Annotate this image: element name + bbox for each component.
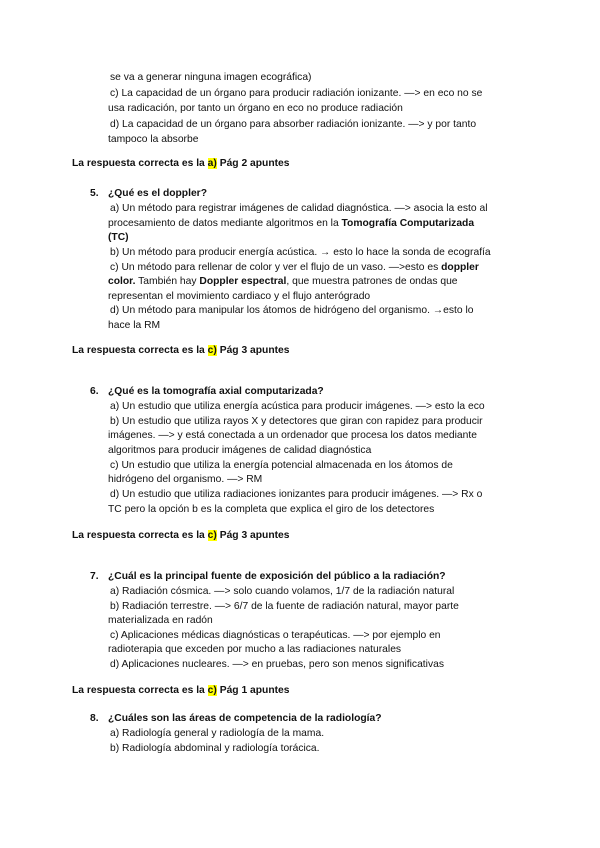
answer-reference: Pág 3 apuntes [219, 345, 290, 356]
answer-line [72, 344, 290, 357]
q5-c-bold-espectral: Doppler espectral [199, 276, 287, 287]
answer-prefix: La respuesta correcta es la [72, 530, 205, 541]
q6-option-d-line2: TC pero la opción b es la completa que explica el giro de los detectores [108, 504, 435, 515]
question-number: 8. [90, 713, 99, 724]
intro-option-c-line2: usa radicación, por tanto un órgano en eco no produce radiación [108, 103, 403, 114]
q6-option-a-line: a) Un estudio que utiliza energía acústica para producir imágenes. —> esto la eco [110, 401, 485, 412]
q6-option-d-line1: d) Un estudio que utiliza radiaciones ionizantes para producir imágenes. —> Rx o [110, 489, 483, 500]
answer-prefix: La respuesta correcta es la [72, 685, 205, 696]
q5-c-bold-color: color. [108, 276, 136, 287]
q5-c-text: c) Un método para rellenar de color y ver el flujo de un vaso. —>esto es [110, 262, 442, 273]
q7-option-c-line1: c) Aplicaciones médicas diagnósticas o terapéuticas. —> por ejemplo en [110, 630, 441, 641]
q6-option-b-line1: b) Un estudio que utiliza rayos X y detectores que giran con rapidez para producir [110, 416, 483, 427]
question-number: 6. [90, 386, 99, 397]
question-title: ¿Qué es el doppler? [108, 188, 207, 199]
q5-c-bold-term: doppler [441, 262, 479, 273]
q5-option-d-line1: d) Un método para manipular los átomos de hidrógeno del organismo. →esto lo [110, 305, 474, 316]
q5-c-text-post: , que muestra patrones de ondas que [286, 276, 458, 287]
question-title: ¿Cuáles son las áreas de competencia de la radiología? [108, 713, 382, 724]
answer-prefix: La respuesta correcta es la [72, 158, 205, 169]
q5-c-text-mid: También hay [135, 276, 200, 287]
q7-option-c-line2: radioterapia que exceden por mucho a las radiaciones naturales [108, 644, 402, 655]
q7-option-a-line: a) Radiación cósmica. —> solo cuando volamos, 1/7 de la radiación natural [110, 586, 455, 597]
question-number: 7. [90, 571, 99, 582]
question-title: ¿Cuál es la principal fuente de exposición del público a la radiación? [108, 571, 446, 582]
q5-option-c-line2 [108, 275, 458, 288]
intro-option-d-line1: d) La capacidad de un órgano para absorber radiación ionizante. —> y por tanto [110, 119, 477, 130]
answer-reference: Pág 1 apuntes [219, 685, 290, 696]
q6-option-b-line3: algoritmos para producir imágenes de calidad diagnóstica [108, 445, 372, 456]
intro-line: se va a generar ninguna imagen ecográfica) [110, 72, 312, 83]
q6-option-b-line2: imágenes. —> y está conectada a un ordenador que procesa los datos mediante [108, 430, 477, 441]
answer-reference: Pág 2 apuntes [219, 158, 290, 169]
q6-option-c-line1: c) Un estudio que utiliza la energía potencial almacenada en los átomos de [110, 460, 453, 471]
q5-option-a-line2 [108, 217, 474, 230]
answer-option-highlight: c) [207, 685, 217, 696]
question-number: 5. [90, 188, 99, 199]
q7-option-b-line2: materializada en radón [108, 615, 213, 626]
answer-prefix: La respuesta correcta es la [72, 345, 205, 356]
answer-option-highlight: c) [207, 345, 217, 356]
question-title: ¿Qué es la tomografía axial computarizada? [108, 386, 324, 397]
answer-line [72, 157, 290, 170]
q5-option-a-line3: (TC) [108, 232, 129, 243]
q5-option-d-line2: hace la RM [108, 320, 161, 331]
q6-option-c-line2: hidrógeno del organismo. —> RM [108, 474, 263, 485]
intro-option-c-line1: c) La capacidad de un órgano para producir radiación ionizante. —> en eco no se [110, 88, 483, 99]
answer-reference: Pág 3 apuntes [219, 530, 290, 541]
answer-line [72, 684, 290, 697]
q8-option-a-line: a) Radiología general y radiología de la mama. [110, 728, 325, 739]
answer-line [72, 529, 290, 542]
q7-option-d-line: d) Aplicaciones nucleares. —> en pruebas, pero son menos significativas [110, 659, 444, 670]
answer-option-highlight: a) [207, 158, 217, 169]
answer-option-highlight: c) [207, 530, 217, 541]
q5-option-c-line3: representan el movimiento cardiaco y el flujo anterógrado [108, 291, 371, 302]
q5-option-b-line: b) Un método para producir energía acústica. → esto lo hace la sonda de ecografía [110, 247, 491, 258]
q7-option-b-line1: b) Radiación terrestre. —> 6/7 de la fuente de radiación natural, mayor parte [110, 601, 459, 612]
q5-option-c-line1 [110, 261, 479, 274]
q5-a-bold-term: Tomografía Computarizada [341, 218, 475, 229]
q5-a-text: procesamiento de datos mediante algoritmos en la [108, 218, 342, 229]
q5-option-a-line1: a) Un método para registrar imágenes de calidad diagnóstica. —> asocia la esto al [110, 203, 488, 214]
intro-option-d-line2: tampoco la absorbe [108, 134, 199, 145]
q8-option-b-line: b) Radiología abdominal y radiología torácica. [110, 743, 320, 754]
